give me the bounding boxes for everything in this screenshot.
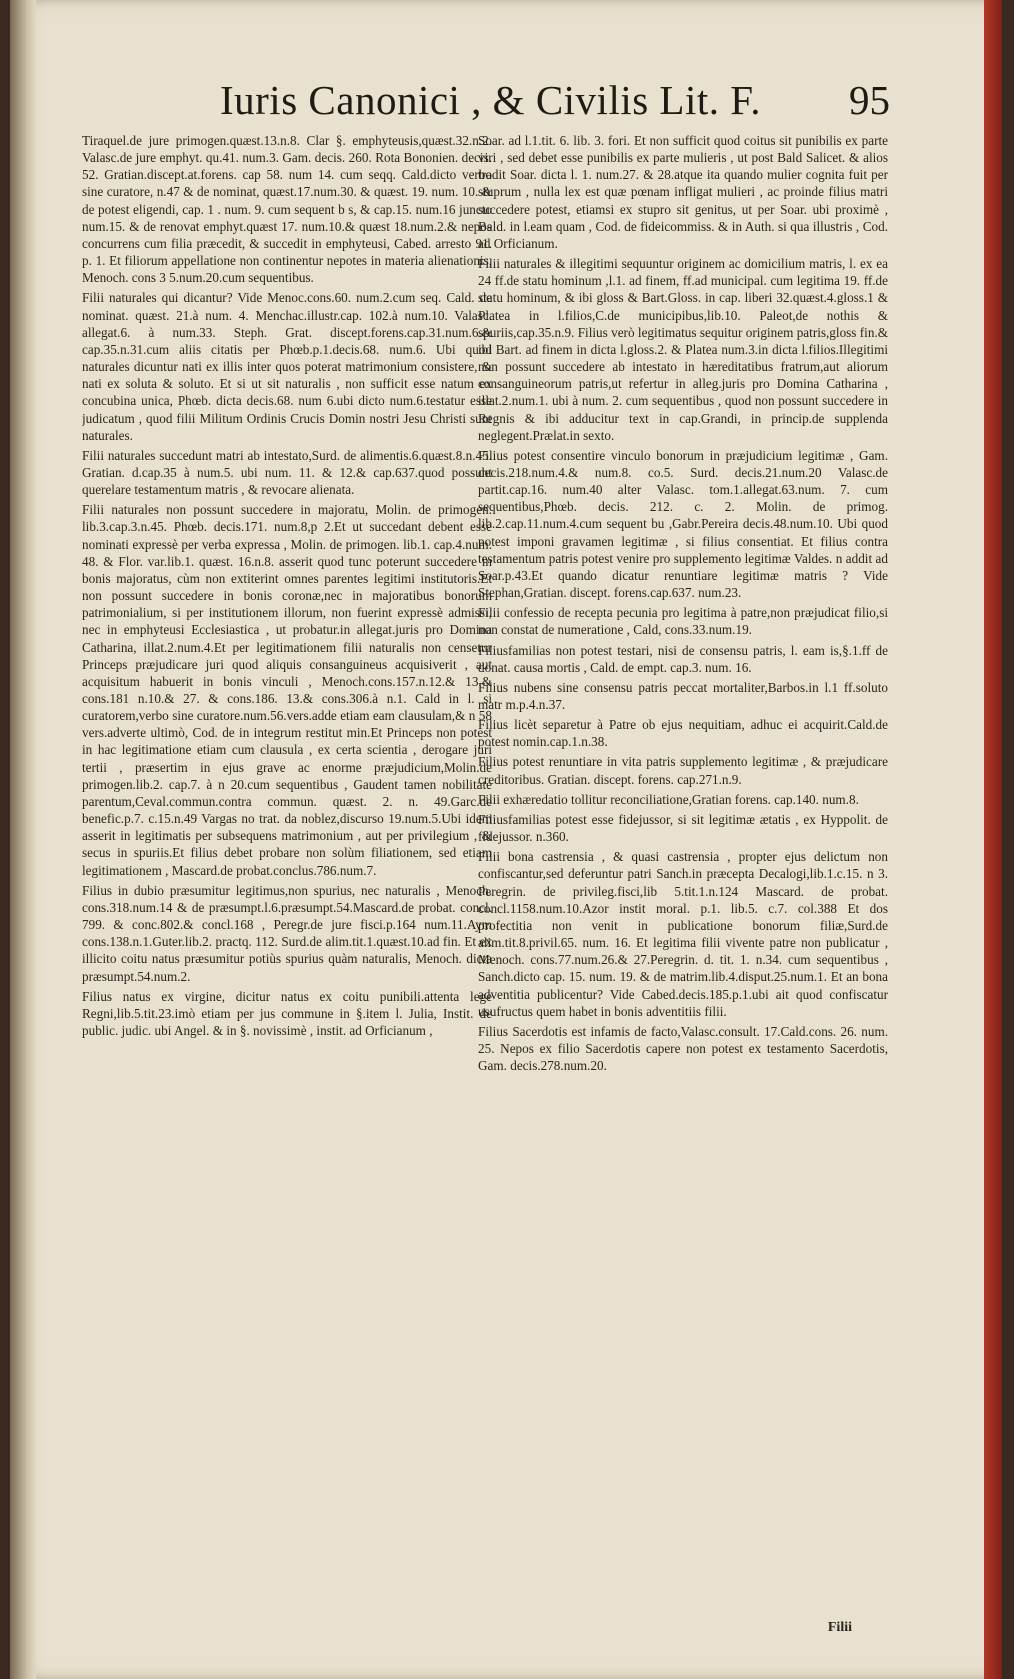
page-edge <box>984 0 1002 1679</box>
paragraph: Filius natus ex virgine, dicitur natus ex coitu punibili.attenta lege Regni,lib.5.tit.23.imò etiam per jus commune in §.item l. Julia, Instit. de public. judic. ubi Angel. & in §. novissimè , instit. ad Orficianum , <box>82 988 492 1038</box>
catchword: Filii <box>827 1620 852 1635</box>
paragraph: Filius in dubio præsumitur legitimus,non spurius, nec naturalis , Menoch. cons.318.num.14 & de præsumpt.l.6.præsumpt.54.Mascard.de probat. concl. 799. & conc.802.& concl.168 , Peregr.de jure fisci.p.164 num.11.Aym cons.138.n.1.Guter.lib.2. practq. 112. Surd.de alim.tit.1.quæst.10.ad fin. Et ex illicito coitu natus præsumitur potiùs spurius quàm naturalis, Menoch. dicta præsumpt.54.num.2. <box>82 882 492 984</box>
paragraph: Filii naturales & illegitimi sequuntur originem ac domicilium matris, l. ex ea 24 ff.de statu hominum ,l.1. ad finem, ff.ad municipal. cum legitima 19. ff.de statu hominum, & ibi gloss & Bart.Gloss. in cap. liberi 32.quæst.4.gloss.1 & Platea in l.filios,C.de municipibus,lib.10. Paleot,de nothis & spuriis,cap.35.n.9. Filius verò legitimatus sequitur originem patris,gloss fin.& ibi Bart. ad finem in dicta l.gloss.2. & Platea num.3.in dicta l.filios.Illegitimi non possunt succedere ab intestato in hæreditatibus fratrum,aut aliorum consanguineorum patris,ut refertur in alleg.juris pro Domina Catharina , illat.2.num.1. ubi à num. 2. cum sequentibus , quod non possunt succedere in Regnis & ibi adducitur text in cap.Grandi, in princip.de supplenda neglegent.Prælat.in sexto. <box>478 256 888 443</box>
paragraph: Filius Sacerdotis est infamis de facto,Valasc.consult. 17.Cald.cons. 26. num. 25. Nepos ex filio Sacerdotis capere non potest ex testamento Sacerdotis, Gam. decis.278.num.20. <box>478 1023 888 1074</box>
paragraph: Filii naturales succedunt matri ab intestato,Surd. de alimentis.6.quæst.8.n.45. Gratian. d.cap.35 à num.5. ubi num. 11. & 12.& cap.637.quod possunt querelare testamentum matris , & revocare alienata. <box>82 447 492 498</box>
paragraph: Filius licèt separetur à Patre ob ejus nequitiam, adhuc ei acquirit.Cald.de potest nomin.cap.1.n.38. <box>478 717 888 750</box>
right-column <box>478 132 888 1572</box>
book-page <box>10 0 1002 1679</box>
paragraph: Tiraquel.de jure primogen.quæst.13.n.8. Clar §. emphyteusis,quæst.32.n.2. Valasc.de jure emphyt. qu.41. num.3. Gam. decis. 260. Rota Bononien. decis. 52. Gratian.discept.at.forens. cap 58. num 14. cum seqq. Cald.dicto verbo sine curatore, n.47 & de nominat, quæst.17.num.30. & quæst. 19. num. 10. & de potest eligendi, cap. 1 . num. 9. cum sequent b s, & cap.15. num.16 juncto num.15. & de renovat emphyt.quæst 17. num.10.& quæst 18.num.2.& nepos concurrens cum filia præcedit, & succedit in emphyteusi, Cabed. arresto 91. p. 1. Et filiorum appellatione non continentur nepotes in materia alienationis, Menoch. cons 3 5.num.20.cum sequentibus. <box>82 133 492 286</box>
paragraph: Filiusfamilias non potest testari, nisi de consensu patris, l. eam is,§.1.ff de donat. causa mortis , Cald. de empt. cap.3. num. 16. <box>478 642 888 675</box>
running-head <box>170 70 890 134</box>
paragraph: Filiusfamilias potest esse fidejussor, si sit legitimæ ætatis , ex Hyppolit. de fidejussor. n.360. <box>478 811 888 845</box>
paragraph: Filii exhæredatio tollitur reconciliatione,Gratian forens. cap.140. num.8. <box>478 791 859 807</box>
paragraph: Filii confessio de recepta pecunia pro legitima à patre,non præjudicat filio,si non constat de numeratione , Cald, cons.33.num.19. <box>478 605 888 638</box>
page-number: 95 <box>849 77 890 123</box>
left-column <box>82 132 492 1592</box>
paragraph: Filii bona castrensia , & quasi castrensia , propter ejus delictum non confiscantur,sed deferuntur patri Sanch.in præcepta Decalogi,lib.1.c.15. n 3. Peregrin. de privileg.fisci,lib 5.tit.1.n.124 Mascard. de probat. concl.1158.num.10.Azor instit moral. p.1. lib.5. c.7. col.388 Et dos profectitia non venit in publicatione bonorum filiæ,Surd.de alim.tit.8.privil.65. num. 16. Et legitima filii vivente patre non publicatur , Menoch. cons.77.num.26.& 27.Peregrin. d. tit. 1. n.34. cum sequentibus , Sanch.dicto cap. 15. num. 19. & de matrim.lib.4.disput.25.num.1. Et an bona adventitia publicentur? Vide Cabed.decis.185.p.1.ubi ait quod confiscatur usufructus quem habet in bonis adventitiis filii. <box>478 849 888 1019</box>
paragraph: Soar. ad l.1.tit. 6. lib. 3. fori. Et non sufficit quod coitus sit punibilis ex parte viri , sed debet esse punibilis ex parte mulieris , ut post Bald Salicet. & alios tradit Soar. dicta l. 1. num.27. & 28.atque ita quando mulier cognita fuit per stuprum , nulla lex est quæ pœnam infligat mulieri , ac proinde filius matri succedere potest, etiamsi ex stupro sit genitus, ut per Soar. ubi proximè , Bald. in l.eam quam , Cod. de fideicommiss. & in Auth. si qua illustris , Cod. ad Orficianum. <box>478 133 888 251</box>
binding-gutter <box>10 0 36 1679</box>
paragraph: Filii naturales non possunt succedere in majoratu, Molin. de primogen. lib.3.cap.3.n.45. Phœb. decis.171. num.8,p 2.Et ut succedant debent esse nominati expressè per verba expressa , Molin. de primogen. lib.1. cap.4.num. 48. & Flor. var.lib.1. quæst. 16.n.8. asserit quod tunc poterunt succedere in bonis majoratus, cùm non extiterint omnes parentes legitimi institutoris.Et non possunt succedere in bonis coronæ,nec in majoratibus bonorum patrimonialium, si per institutionem illorum, non fuerint expressè admissi, nec in emphyteusi Ecclesiastica , ut probatur.in allegat.juris pro Domina Catharina, illat.2.num.4.Et per legitimationem filii naturalis non censetur Princeps præjudicare juri quod aliquis consanguineus acquisiverit , aut acquisitum habuerit in bonis vinculi , Menoch.cons.157.n.12.& 13.& cons.181 n.10.& 27. & cons.186. 13.& cons.306.à n.1. Cald in l. si curatorem,verbo sine curatore.num.56.vers.adde etiam eam clausulam,& n 58 vers.adverte ultimò, Cod. de in integrum restitut min.Et Princeps non potest in hac legitimatione etiam cum clausula , ex certa scientia , derogare juri tertii , præsertim in ejus grave ac enorme præjudicium,Molin.de primogen.lib.2. cap.7. à n 20.cum sequentibus , Gaudent tamen nobilitate parentum,Ceval.commun.contra commun. quæst. 2. n. 49.Garc.de benefic.p.7. c.15.n.49 Vargas no trat. da noblez,discurso 19.num.5.Ubi idem asserit in legitimatis per subsequens matrimonium , aut per privilegium , & secus in spuriis.Et filius debet probare non solùm filiationem, sed etiam legitimationem , Mascard.de probat.conclus.786.num.7. <box>82 502 492 878</box>
paragraph: Filius potest renuntiare in vita patris supplemento legitimæ , & præjudicare creditoribus. Gratian. discept. forens. cap.271.n.9. <box>478 754 888 787</box>
paragraph: Filii naturales qui dicantur? Vide Menoc.cons.60. num.2.cum seq. Cald. de nominat. quæst. 21.à num. 4. Menchac.illustr.cap. 102.à num.10. Valasc. allegat.6. à num.33. Steph. Grat. discept.forens.cap.31.num.6.& cap.35.n.31.cum aliis citatis per Phœb.p.1.decis.68. num.6. Ubi quod naturales dicuntur nati ex illis inter quos poterat matrimonium consistere, & nati ex soluta & soluto. Et si ut sit naturalis , non sufficit esse natum ex concubina unica, Phœb. dicta decis.68. num 6.ubi dicto num.6.testatur esse judicatum , quod filii Militum Ordinis Crucis Domin nostri Jesu Christi sunt naturales. <box>82 290 492 443</box>
running-title: Iuris Canonici , & Civilis Lit. F. <box>220 77 762 123</box>
paragraph: Filius nubens sine consensu patris peccat mortaliter,Barbos.in l.1 ff.soluto matr m.p.4.n.37. <box>478 679 888 712</box>
paragraph: Filius potest consentire vinculo bonorum in præjudicium legitimæ , Gam. decis.218.num.4.& num.8. co.5. Surd. decis.21.num.20 Valasc.de partit.cap.16. num.40 alter Valasc. tom.1.allegat.63.num. 7. cum sequentibus,Phœb. decis. 212. c. 2. Molin. de primog. lib.2.cap.11.num.4.cum sequent bu ,Gabr.Pereira decis.48.num.10. Ubi quod potest imponi gravamen legitimæ , si filius consentiat. Et filius contra testamentum patris potest venire pro supplemento legitimæ Valdes. n addit ad Soar.p.43.Et quando dicatur renuntiare legitimæ matris ? Vide Stephan,Gratian. discept. forens.cap.637. num.23. <box>478 447 888 601</box>
